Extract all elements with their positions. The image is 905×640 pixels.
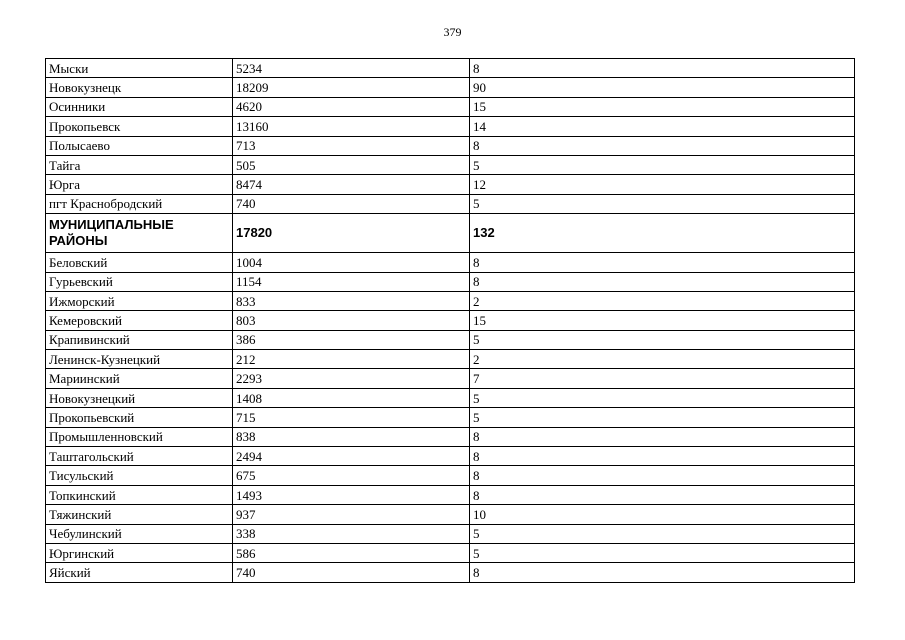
row-value-b-cell: 14 [470,117,855,136]
table-row [46,447,855,466]
row-value-b-cell: 5 [470,330,855,349]
row-value-b-cell: 8 [470,59,855,78]
table-row [46,427,855,446]
row-name-cell: Ленинск-Кузнецкий [46,350,233,369]
row-name-cell: Юрга [46,175,233,194]
row-name-cell: Новокузнецк [46,78,233,97]
row-name-cell: Кемеровский [46,311,233,330]
row-name-cell: Яйский [46,563,233,582]
row-value-b-cell: 8 [470,466,855,485]
row-value-a-cell: 1493 [233,485,470,504]
table-row [46,543,855,562]
row-name-cell: Беловский [46,253,233,272]
table-row [46,175,855,194]
table-row [46,330,855,349]
row-value-b-cell: 5 [470,155,855,174]
table-row [46,350,855,369]
row-value-b-cell: 2 [470,350,855,369]
table-row [46,563,855,582]
row-value-b-cell: 8 [470,485,855,504]
row-name-cell: Ижморский [46,291,233,310]
table-row [46,117,855,136]
row-value-b-cell: 5 [470,524,855,543]
row-value-a-cell: 8474 [233,175,470,194]
row-value-a-cell: 937 [233,505,470,524]
row-name-cell: Юргинский [46,543,233,562]
table-row [46,291,855,310]
row-value-a-cell: 18209 [233,78,470,97]
row-value-b-cell: 8 [470,253,855,272]
row-value-a-cell: 212 [233,350,470,369]
row-value-b-cell: 8 [470,272,855,291]
row-value-b-cell: 5 [470,408,855,427]
row-value-a-cell: 740 [233,194,470,213]
row-value-a-cell: 386 [233,330,470,349]
section-value-a-cell: 17820 [233,214,470,253]
row-value-a-cell: 838 [233,427,470,446]
row-value-a-cell: 715 [233,408,470,427]
table-row [46,388,855,407]
row-value-b-cell: 5 [470,388,855,407]
table-row [46,59,855,78]
row-value-a-cell: 2494 [233,447,470,466]
table-row [46,155,855,174]
row-value-b-cell: 15 [470,97,855,116]
table-row [46,136,855,155]
row-value-a-cell: 505 [233,155,470,174]
row-value-a-cell: 586 [233,543,470,562]
table-row [46,466,855,485]
row-value-b-cell: 5 [470,543,855,562]
row-name-cell: Тисульский [46,466,233,485]
table-row [46,78,855,97]
row-value-b-cell: 10 [470,505,855,524]
row-value-a-cell: 4620 [233,97,470,116]
row-name-cell: Гурьевский [46,272,233,291]
row-name-cell: Прокопьевск [46,117,233,136]
row-value-a-cell: 1154 [233,272,470,291]
row-name-cell: Мариинский [46,369,233,388]
row-name-cell: Новокузнецкий [46,388,233,407]
table-row [46,524,855,543]
row-value-b-cell: 7 [470,369,855,388]
table-row [46,369,855,388]
row-name-cell: Промышленновский [46,427,233,446]
table-row [46,311,855,330]
row-value-b-cell: 12 [470,175,855,194]
row-name-cell: Полысаево [46,136,233,155]
section-header-row [46,214,855,253]
row-name-cell: Таштагольский [46,447,233,466]
table-row [46,485,855,504]
section-value-b-cell: 132 [470,214,855,253]
row-value-a-cell: 675 [233,466,470,485]
row-value-a-cell: 338 [233,524,470,543]
row-name-cell: Осинники [46,97,233,116]
row-name-cell: Чебулинский [46,524,233,543]
row-value-a-cell: 1408 [233,388,470,407]
row-value-a-cell: 833 [233,291,470,310]
table-row [46,194,855,213]
row-value-a-cell: 2293 [233,369,470,388]
table-row [46,97,855,116]
row-name-cell: Тайга [46,155,233,174]
row-name-cell: Топкинский [46,485,233,504]
row-value-b-cell: 15 [470,311,855,330]
row-value-b-cell: 8 [470,136,855,155]
row-value-b-cell: 8 [470,427,855,446]
row-name-cell: Прокопьевский [46,408,233,427]
row-value-a-cell: 13160 [233,117,470,136]
table-row [46,505,855,524]
section-name-cell: МУНИЦИПАЛЬНЫЕ РАЙОНЫ [46,214,233,253]
row-value-a-cell: 713 [233,136,470,155]
data-table [45,58,855,583]
row-name-cell: пгт Краснобродский [46,194,233,213]
table-row [46,272,855,291]
row-value-a-cell: 803 [233,311,470,330]
row-value-b-cell: 5 [470,194,855,213]
table-row [46,408,855,427]
row-value-b-cell: 8 [470,563,855,582]
row-name-cell: Тяжинский [46,505,233,524]
row-value-a-cell: 740 [233,563,470,582]
row-value-a-cell: 5234 [233,59,470,78]
row-name-cell: Крапивинский [46,330,233,349]
row-value-b-cell: 8 [470,447,855,466]
row-value-b-cell: 2 [470,291,855,310]
row-name-cell: Мыски [46,59,233,78]
row-value-b-cell: 90 [470,78,855,97]
page-number: 379 [443,25,462,39]
row-value-a-cell: 1004 [233,253,470,272]
table-row [46,253,855,272]
